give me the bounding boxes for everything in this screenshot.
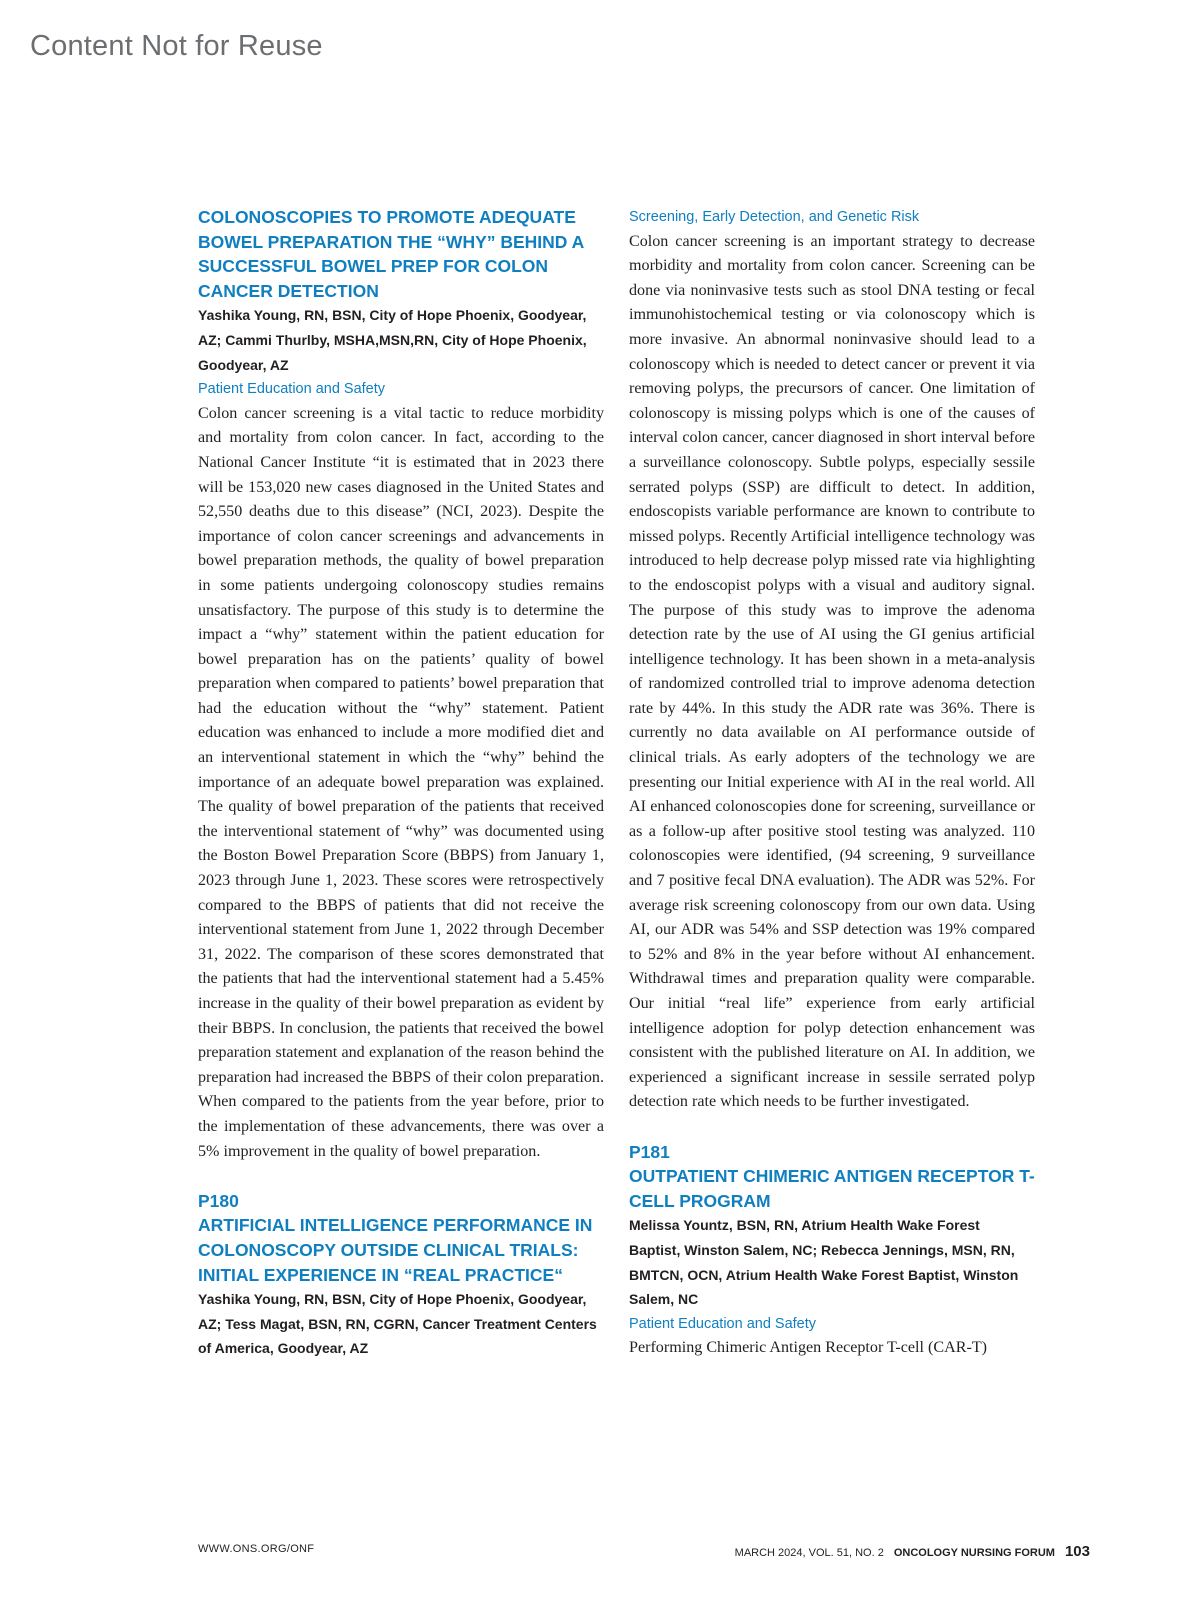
abstract-category: Patient Education and Safety (629, 1315, 817, 1332)
footer-issue: MARCH 2024, VOL. 51, NO. 2 (734, 1547, 884, 1559)
page-number: 103 (1064, 1543, 1090, 1560)
abstract-title: OUTPATIENT CHIMERIC ANTIGEN RECEPTOR T-CELL PROGRAM (629, 1166, 1035, 1211)
abstract-body: Colon cancer screening is a vital tactic to reduce morbidity and mortality from colon cancer. In fact, according to the National Cancer Institute “it is estimated that in 2023 there will be 153,020 new cases diagnosed in the United States and 52,550 deaths due to this disease” (NCI, 2023). Despite the importance of colon cancer screenings and advancements in bowel preparation methods, the quality of bowel preparation in some patients undergoing colonoscopy studies remains unsatisfactory. The purpose of this study is to determine the impact a “why” statement within the patient education for bowel preparation has on the patients’ quality of bowel preparation when compared to patients’ bowel preparation that had the education without the “why” statement. Patient education was enhanced to include a more modified diet and an interventional statement in which the “why” behind the importance of an adequate bowel preparation was explained. The quality of bowel preparation of the patients that received the interventional statement of “why” was documented using the Boston Bowel Preparation Score (BBPS) from January 1, 2023 through June 1, 2023. These scores were retrospectively compared to the BBPS of patients that did not receive the interventional statement from June 1, 2022 through December 31, 2022. The comparison of these scores demonstrated that the patients that had the interventional statement had a 5.45% increase in the quality of their bowel preparation as evident by their BBPS. In conclusion, the patients that received the bowel preparation statement and explanation of the reason behind the preparation had increased the BBPS of their colon preparation. When compared to the patients from the year before, prior to the implementation of these advancements, there was over a 5% improvement in the quality of bowel preparation. (198, 404, 604, 1160)
footer-journal: ONCOLOGY NURSING FORUM (893, 1547, 1055, 1559)
abstract-authors: Yashika Young, RN, BSN, City of Hope Phoenix, Goodyear, AZ; Cammi Thurlby, MSHA,MSN,RN, City of Hope Phoenix, Goodyear, AZ (198, 307, 587, 373)
abstract-body: Colon cancer screening is an important strategy to decrease morbidity and mortality from colon cancer. Screening can be done via noninvasive tests such as stool DNA testing or fecal immunohistochemical testing or via colonoscopy which is more invasive. An abnormal noninvasive should lead to a colonoscopy which is needed to detect cancer or prevent it via removing polyps, the precursors of cancer. One limitation of colonoscopy is missing polyps which is one of the causes of interval colon cancer, cancer diagnosed in short interval before a surveillance colonoscopy. Subtle polyps, especially sessile serrated polyps (SSP) are difficult to detect. In addition, endoscopists variable performance are known to contribute to missed polyps. Recently Artificial intelligence technology was introduced to help decrease polyp missed rate via highlighting to the endoscopist polyps with a visual and auditory signal. The purpose of this study was to improve the adenoma detection rate by the use of AI using the GI genius artificial intelligence technology. It has been shown in a meta-analysis of randomized controlled trial to improve adenoma detection rate by 44%. In this study the ADR rate was 36%. There is currently no data available on AI performance outside of clinical trials. As early adopters of the technology we are presenting our Initial experience with AI in the real world. All AI enhanced colonoscopies done for screening, surveillance or as a follow-up after positive stool testing was analyzed. 110 colonoscopies were identified, (94 screening, 9 surveillance and 7 positive fecal DNA evaluation). The ADR was 52%. For average risk screening colonoscopy from our own data. Using AI, our ADR was 54% and SSP detection was 19% compared to 52% and 8% in the year before without AI enhancement. Withdrawal times and preparation quality were comparable. Our initial “real life” experience from early artificial intelligence adoption for polyp detection enhancement was consistent with the published literature on AI. In addition, we experienced a significant increase in sessile serrated polyp detection rate which needs to be further investigated. (629, 232, 1035, 1111)
abstract-code: P181 (629, 1141, 670, 1162)
footer-url[interactable]: WWW.ONS.ORG/ONF (198, 1543, 315, 1555)
abstract-title: ARTIFICIAL INTELLIGENCE PERFORMANCE IN COLONOSCOPY OUTSIDE CLINICAL TRIALS: INITIAL EXPERIENCE IN “REAL PRACTICE“ (198, 1215, 593, 1285)
left-column (198, 205, 604, 1361)
abstract-authors: Melissa Yountz, BSN, RN, Atrium Health Wake Forest Baptist, Winston Salem, NC; Rebecca Jennings, MSN, RN, BMTCN, OCN, Atrium Health Wake Forest Baptist, Winston Salem, NC (629, 1217, 1019, 1308)
abstract-body: Performing Chimeric Antigen Receptor T-cell (CAR-T) (629, 1339, 988, 1357)
watermark: Content Not for Reuse (30, 30, 323, 62)
abstract-code: P180 (198, 1190, 239, 1211)
right-column (629, 205, 1035, 1361)
abstract-category: Screening, Early Detection, and Genetic Risk (629, 209, 920, 225)
abstract-category: Patient Education and Safety (198, 381, 386, 398)
abstract-title: COLONOSCOPIES TO PROMOTE ADEQUATE BOWEL PREPARATION THE “WHY” BEHIND A SUCCESSFUL BOWEL PREP FOR COLON CANCER DETECTION (198, 207, 584, 301)
footer-info (735, 1543, 1090, 1560)
abstract-authors: Yashika Young, RN, BSN, City of Hope Phoenix, Goodyear, AZ; Tess Magat, BSN, RN, CGRN, Cancer Treatment Centers of America, Goodyear, AZ (198, 1291, 597, 1357)
